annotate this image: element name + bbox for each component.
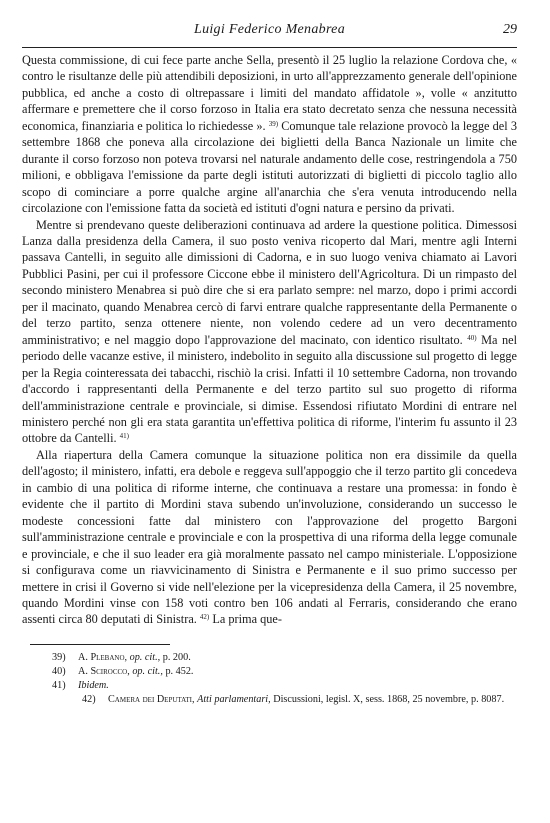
header-rule: [22, 47, 517, 48]
footnote-author: Camera dei Deputati,: [108, 693, 195, 705]
footnote-ref-40: 40): [467, 333, 477, 342]
footnote-number: 39): [52, 651, 66, 663]
footnote-number: 40): [52, 665, 66, 677]
footnote-ref: Atti parlamentari,: [197, 693, 271, 705]
paragraph-text: Ma nel periodo delle vacanze estive, il ministero, indebolito in seguito alla discussione sul progetto di legge per la Regia cointeressata dei tabacchi, rischiò la crisi. Infatti il 10 settembre Cadorna, non trovando d'accordo i rappresentanti della Permanente e del terzo partito sul suo progetto di riforma dell'amministrazione centrale e provinciale, si dimise. Essendosi rifiutato Mordini di entrare nel ministero perché non gli era stata garantita un'effettiva politica di riforme, l'interim fu assunto il 23 ottobre da Cantelli.: [22, 332, 517, 446]
footnote-42: [52, 693, 517, 707]
footnote-author: A. Plebano,: [78, 651, 128, 663]
footnote-ref: op. cit.,: [132, 665, 163, 677]
paragraph-1: [22, 52, 517, 217]
paragraph-2: [22, 217, 517, 447]
paragraph-text: Comunque tale relazione provocò la legge del 3 settembre 1868 che poneva alla circolazione dei biglietti della Banca Nazionale un limite che durante il corso forzoso non poteva trovarsi nel naturale andamento delle cose, restringendola a 750 milioni, e obbligava l'emissione da parte degli istituti autorizzati di biglietti di piccolo taglio allo scopo di cominciare a porre qualche argine all'anarchia che s'era venuta introducendo nella circolazione con l'emissione fatta da società ed istituti d'ogni natura e persino da privati.: [22, 118, 517, 216]
running-title: Luigi Federico Menabrea: [193, 22, 345, 37]
footnote-rest: p. 452.: [165, 665, 194, 677]
footnote-ref-42: 42): [199, 613, 210, 622]
page-number: 29: [503, 22, 517, 37]
footnote-author: A. Scirocco,: [78, 665, 130, 677]
footnote-40: [52, 665, 517, 679]
paragraph-3: [22, 447, 517, 628]
page-header: [22, 22, 517, 44]
body-text: [22, 52, 517, 628]
footnote-rest: p. 200.: [162, 651, 191, 663]
footnote-ref: Ibidem.: [78, 679, 109, 691]
footnote-ref-41: 41): [119, 432, 130, 441]
paragraph-text: Alla riapertura della Camera comunque la situazione politica non era dissimile da quella dell'agosto; il ministero, infatti, era debole e reggeva sull'appoggio che il terzo partito gli concedeva in cambio di una politica di riforme interne, che continuava a restare una promessa: in fondo è evidente che il partito di Mordini stava subendo un'involuzione, considerando un successo le modeste concessioni fatte dal ministero con l'approvazione del progetto Bargoni sull'amministrazione centrale e provinciale e con la prospettiva di una riforma della legge comunale e provinciale, e che il suo leader era già moralmente passato nel campo ministeriale. L'opposizione si configurava come un riavvicinamento di Sinistra e Permanente e il suo primo successo per mettere in crisi il Governo si vide nell'elezione per la vicepresidenza della Camera, il 25 novembre, quando Mordini vinse con 158 voti contro ben 106 andati al Ferraris, considerando che erano assenti circa 80 deputati di Sinistra.: [22, 447, 517, 627]
footnote-39: [52, 651, 517, 665]
footnotes: [22, 651, 517, 707]
footnote-ref: op. cit.,: [129, 651, 161, 663]
footnote-rest: Discussioni, legisl. X, sess. 1868, 25 novembre, p. 8087.: [273, 693, 505, 705]
paragraph-text: Mentre si prendevano queste deliberazioni continuava ad ardere la questione politica. Dimessosi Lanza dalla presidenza della Camera, il suo posto veniva ricoperto dal Mari, mentre agli Interni passava Cantelli, in seguito alle dimissioni di Cadorna, e in suo luogo veniva chiamato ai Lavori Pubblici Pasini, per cui il professore Ciccone ebbe il ministero dell'Agricoltura. Di un rimpasto del secondo ministero Menabrea si può dire che si era parlato sempre: nel marzo, dopo i primi accordi per il macinato, quando Menabrea cercò di farvi entrare qualche rappresentante della Permanente o del terzo partito, senza ottenere niente, non volendo cedere ad un vero decentramento amministrativo; e nel maggio dopo l'approvazione del macinato, con identico risultato.: [22, 217, 517, 347]
footnote-41: [52, 679, 517, 693]
footnote-number: 41): [52, 679, 66, 691]
paragraph-text: La prima que-: [209, 612, 282, 627]
paragraph-text: Questa commissione, di cui fece parte anche Sella, presentò il 25 luglio la relazione Cordova che, « contro le risultanze delle più attendibili deposizioni, in urto all'apprezzamento generale dell'opinione pubblica, ed anche a costo di oltrepassare i limiti del mandato affidatole », volle « anzitutto affermare e premettere che il corso forzoso in Italia era stato decretato senza che nessuna necessità economica, finanziaria e politica lo richiedesse ».: [22, 53, 517, 133]
footnote-ref-39: 39): [268, 119, 279, 128]
footnote-number: 42): [82, 693, 96, 705]
footnote-rule: [30, 644, 170, 645]
